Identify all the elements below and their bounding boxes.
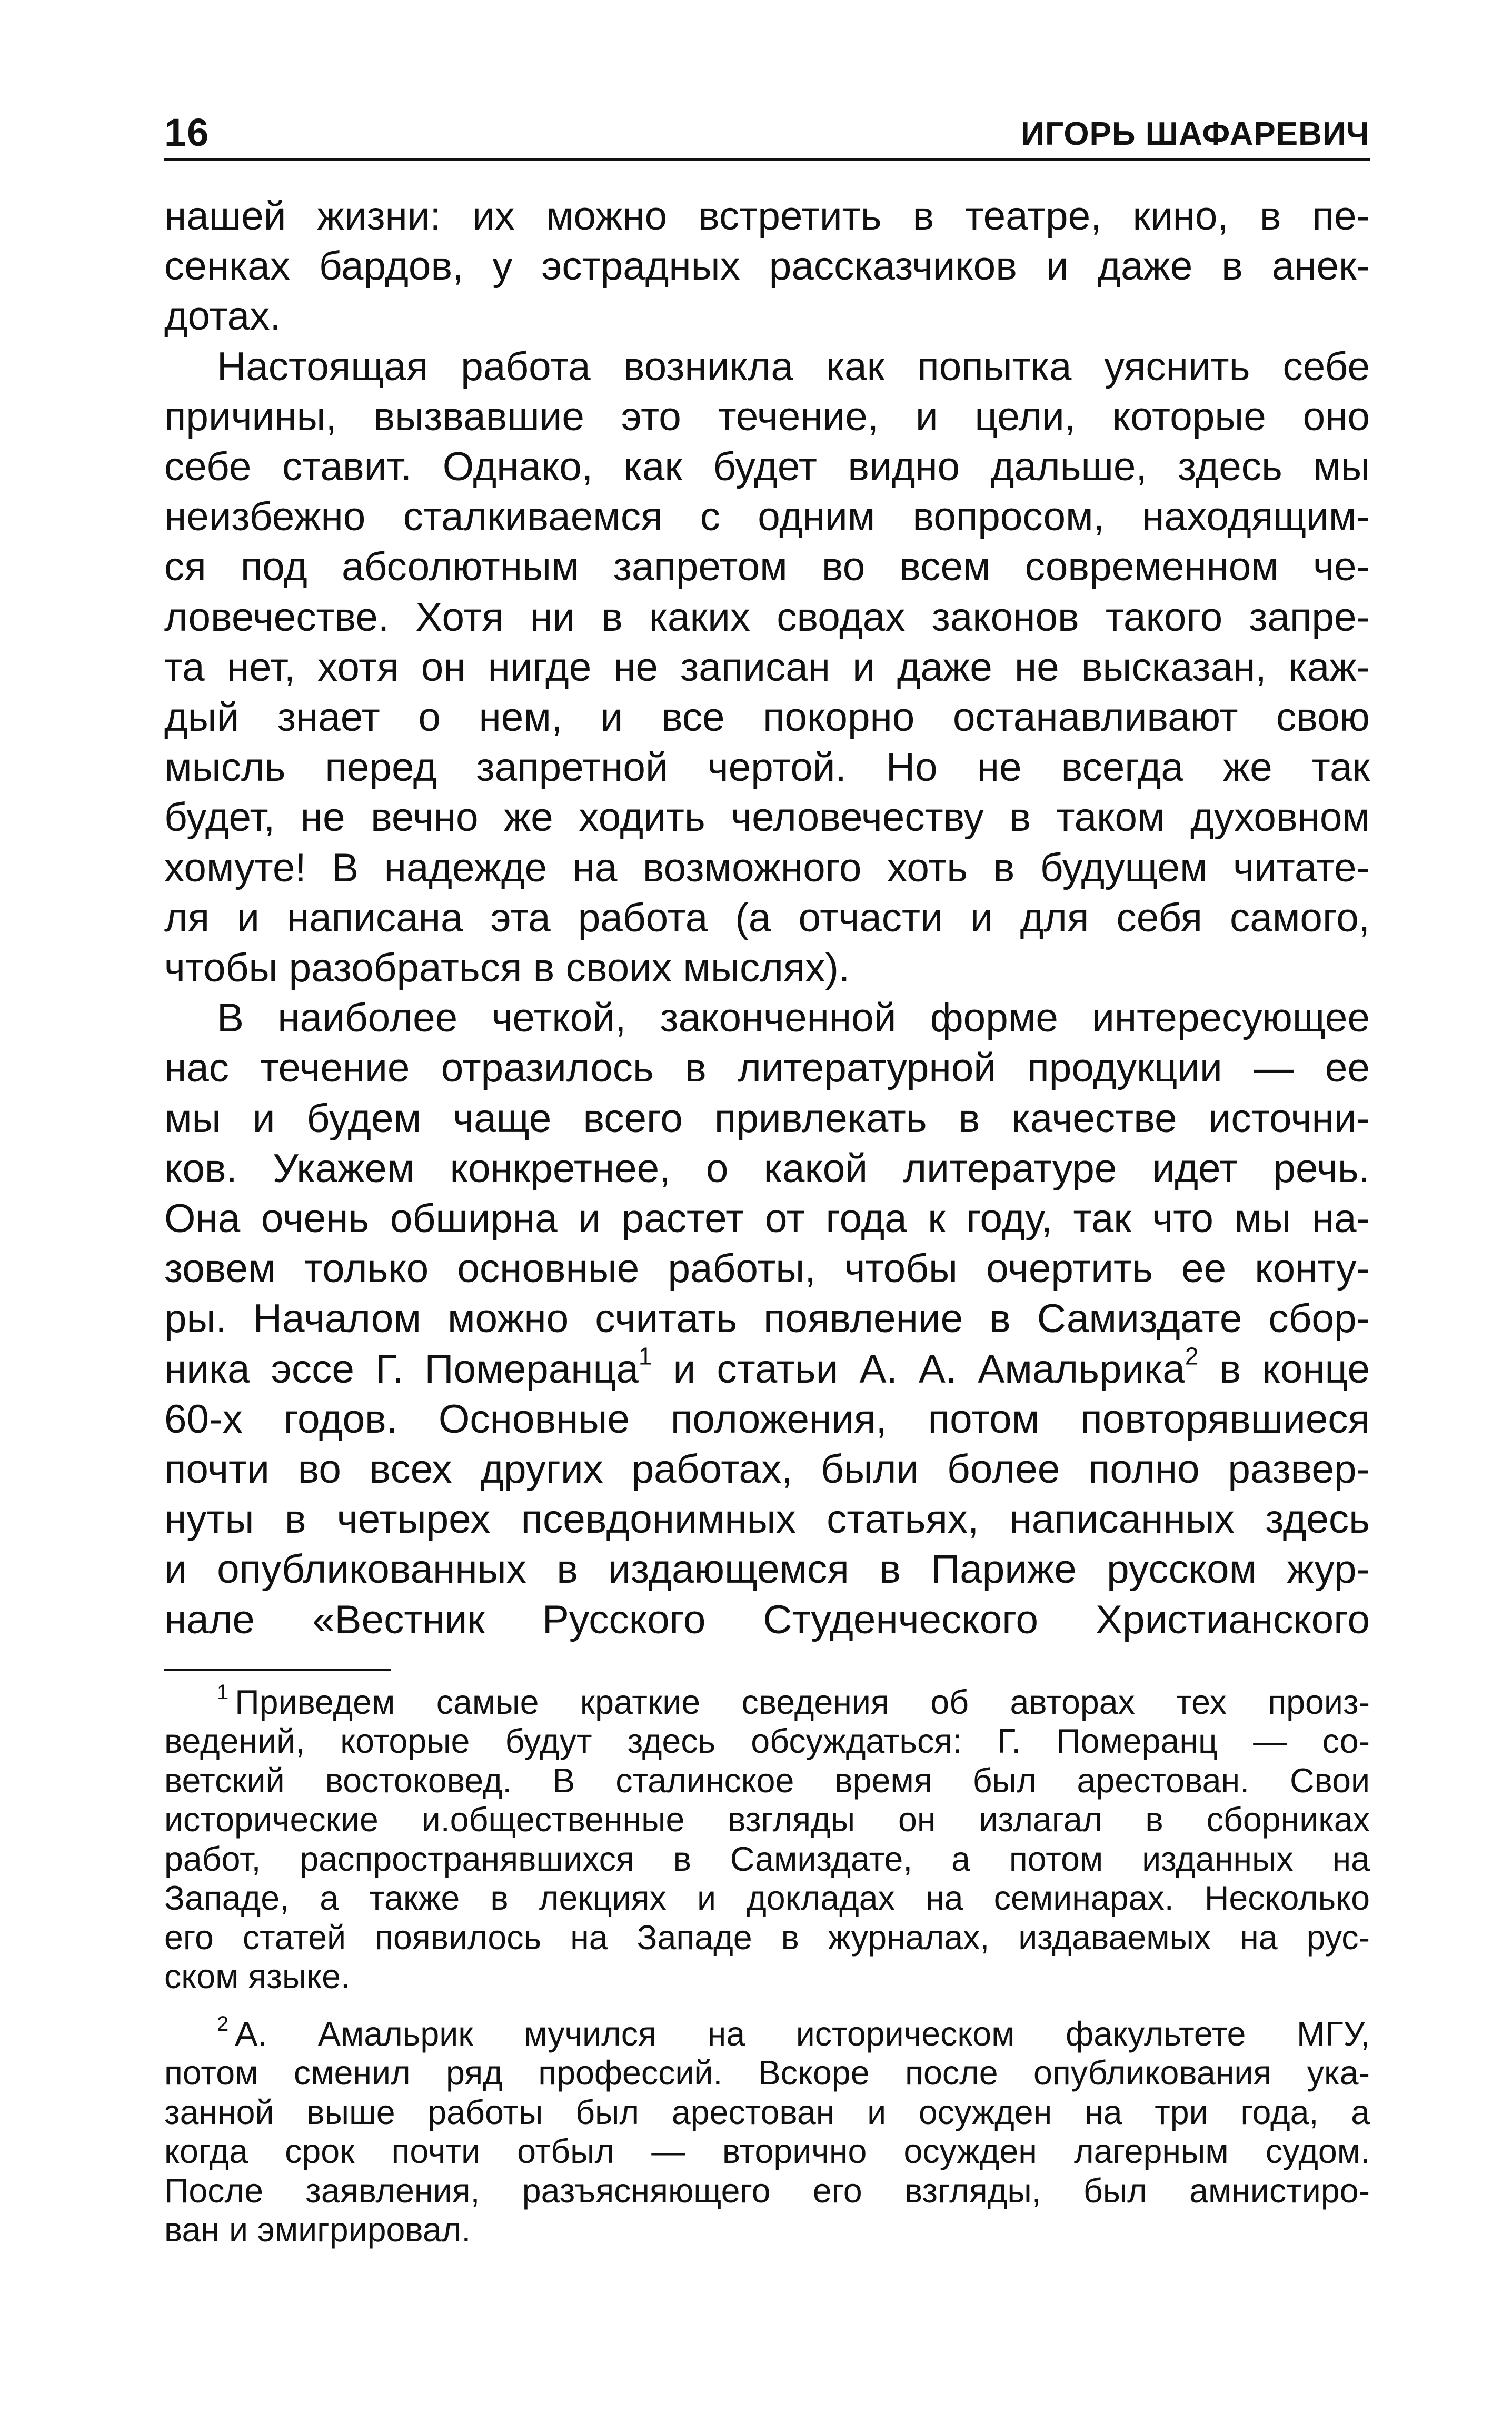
text-line: зовем только основные работы, чтобы очертить ее конту- [164,1246,1370,1292]
text-line: чтобы разобраться в своих мыслях). [164,946,850,991]
footnote-line [164,2014,1370,2054]
text-line-with-footnote-refs [164,1344,1370,1394]
text-fragment: ника эссе Г. Померанца [164,1346,639,1392]
footnote-ref-2[interactable]: 2 [1185,1342,1199,1370]
text-line: себе ставит. Однако, как будет видно дальше, здесь мы [164,444,1370,490]
text-line: ков. Укажем конкретнее, о какой литературе идет речь. [164,1146,1370,1191]
footnote-line: После заявления, разъясняющего его взгляды, был амнистиро- [164,2171,1370,2210]
text-line: будет, не вечно же ходить человечеству в таком духовном [164,795,1370,840]
text-line: дый знает о нем, и все покорно останавливают свою [164,695,1370,740]
text-line: нале «Вестник Русского Студенческого Христианского [164,1597,1370,1642]
footnote-line: ведений, которые будут здесь обсуждаться: Г. Померанц — со- [164,1722,1370,1761]
footnote-line: когда срок почти отбыл — вторично осужден лагерным судом. [164,2132,1370,2171]
footnote-2 [164,2014,1370,2250]
footnote-line: потом сменил ряд профессий. Вскоре после опубликования ука- [164,2054,1370,2092]
text-line: ры. Началом можно считать появление в Самиздате сбор- [164,1296,1370,1342]
footnote-line: Западе, а также в лекциях и докладах на семинарах. Несколько [164,1879,1370,1918]
text-line: и опубликованных в издающемся в Париже русском жур- [164,1547,1370,1592]
footnote-line: его статей появилось на Западе в журналах, издаваемых на рус- [164,1918,1370,1957]
text-line: нас течение отразилось в литературной продукции — ее [164,1046,1370,1091]
book-page [164,95,1370,2359]
text-line: нуты в четырех псевдонимных статьях, написанных здесь [164,1497,1370,1542]
main-text [164,191,1370,1645]
text-line: хомуте! В надежде на возможного хоть в будущем читате- [164,845,1370,890]
text-fragment: и статьи А. А. Амальрика [652,1346,1185,1392]
footnote-mark: 2 [217,2012,229,2036]
text-line: мы и будем чаще всего привлекать в качестве источни- [164,1096,1370,1141]
footnote-line: ветский востоковед. В сталинское время был арестован. Свои [164,1761,1370,1800]
text-line: сенках бардов, у эстрадных рассказчиков и даже в анек- [164,244,1370,289]
text-line: 60-х годов. Основные положения, потом повторявшиеся [164,1396,1370,1442]
text-line: Она очень обширна и растет от года к году, так что мы на- [164,1196,1370,1242]
footnote-line: ском языке. [164,1958,350,1996]
footnote-mark: 1 [217,1680,229,1704]
text-line: Настоящая работа возникла как попытка уяснить себе [217,344,1370,389]
footnote-divider [164,1669,391,1671]
footnote-line: занной выше работы был арестован и осужден на три года, а [164,2093,1370,2131]
footnote-line [164,1680,1370,1722]
footnote-ref-1[interactable]: 1 [638,1342,652,1370]
text-line: неизбежно сталкиваемся с одним вопросом, находящим- [164,494,1370,540]
running-head-author: ИГОРЬ ШАФАРЕВИЧ [1021,116,1370,152]
footnote-line: ван и эмигрировал. [164,2211,471,2249]
footnote-text: А. Амальрик мучился на историческом факультете МГУ, [235,2014,1370,2053]
text-line: причины, вызвавшие это течение, и цели, которые оно [164,394,1370,439]
running-head [164,95,1370,161]
footnote-line: работ, распространявшихся в Самиздате, а потом изданных на [164,1840,1370,1878]
footnote-text: Приведем самые краткие сведения об авторах тех произ- [235,1683,1370,1721]
text-fragment: в конце [1198,1346,1370,1392]
text-line: мысль перед запретной чертой. Но не всегда же так [164,745,1370,790]
text-line: та нет, хотя он нигде не записан и даже не высказан, каж- [164,644,1370,690]
text-line: ся под абсолютным запретом во всем современном че- [164,544,1370,590]
footnote-line: исторические и.общественные взгляды он излагал в сборниках [164,1801,1370,1839]
text-line: нашей жизни: их можно встретить в театре, кино, в пе- [164,194,1370,239]
paragraph-1 [164,191,1370,342]
text-line: почти во всех других работах, были более полно развер- [164,1447,1370,1492]
page-number: 16 [164,111,210,154]
text-line: дотах. [164,294,281,339]
footnote-1 [164,1680,1370,1997]
text-line: В наиболее четкой, законченной форме интересующее [217,996,1370,1041]
text-line: ля и написана эта работа (а отчасти и для себя самого, [164,895,1370,940]
paragraph-2 [164,342,1370,994]
text-line: ловечестве. Хотя ни в каких сводах законов такого запре- [164,594,1370,640]
footnotes [164,1680,1370,2250]
paragraph-3 [164,993,1370,1645]
